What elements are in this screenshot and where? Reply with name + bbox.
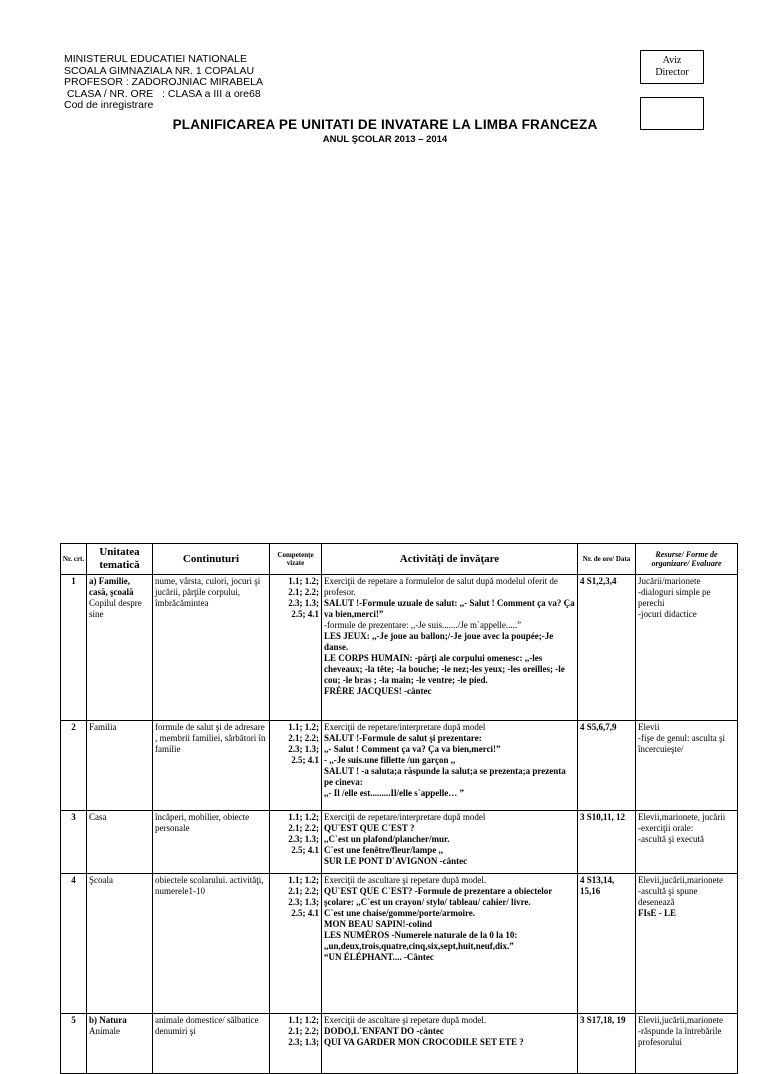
activity-line: ,,C`est un plafond/plancher/mur.: [324, 834, 450, 844]
header-hours: Nr. de ore/ Data: [578, 544, 636, 575]
row-unit: [87, 721, 153, 811]
institution-header: [64, 54, 263, 112]
unit-title: Copilul despre sine: [89, 598, 142, 619]
row-activities: [322, 721, 578, 811]
activity-line: FRÈRE JACQUES! -cântec: [324, 686, 432, 696]
row-activities: [322, 1014, 578, 1074]
resource-line: Elevii: [638, 722, 660, 732]
table-header-row: [61, 544, 738, 575]
header-line: PROFESOR : ZADOROJNIAC MIRABELA: [64, 76, 263, 89]
activity-line: ,,- Salut ! Comment ça va? Ça va bien,merci!”: [324, 744, 501, 754]
resource-line: Jucării/marionete: [638, 576, 701, 586]
activity-line: SALUT !-Formule uzuale de salut: ,,- Salut ! Comment ça va? Ça va bien,merci!”: [324, 598, 575, 619]
resource-line: -exerciţii orale:: [638, 823, 694, 833]
resource-line: -răspunde la întrebările profesorului: [638, 1026, 722, 1047]
unit-group-title: a) Familie, casă, şcoală: [89, 576, 134, 597]
activity-line: QU`EST QUE C`EST ?: [324, 823, 415, 833]
aviz-label: Aviz: [662, 55, 682, 66]
row-unit: [87, 811, 153, 874]
activity-line: Exerciţii de ascultare şi repetare după model.: [324, 875, 487, 885]
header-line: Cod de inregistrare: [64, 99, 154, 112]
header-content: Continuturi: [153, 544, 270, 575]
activity-line: C`est une fenêtre/fleur/lampe ,,: [324, 845, 444, 855]
activity-line: SALUT ! -a saluta;a răspunde la salut;a se prezenta;a prezenta pe cineva:: [324, 766, 566, 787]
director-label: Director: [655, 67, 689, 78]
table-row: [61, 575, 738, 721]
unit-title: Şcoala: [89, 875, 113, 885]
activity-line: Exerciţii de ascultare şi repetare după model.: [324, 1015, 487, 1025]
header-line: MINISTERUL EDUCATIEI NATIONALE: [64, 53, 247, 65]
row-content: încăperi, mobilier, obiecte personale: [153, 811, 270, 874]
row-competences: 1.1; 1.2; 2.1; 2.2; 2.3; 1.3;: [270, 1014, 322, 1074]
row-unit: [87, 1014, 153, 1074]
activity-line: - ,,-Je suis.une fillette /un garçon ,,: [324, 755, 456, 765]
resource-line: Elevii,marionete, jucării: [638, 812, 726, 822]
header-line: CLASA / NR. ORE : CLASA a III a ore68: [64, 87, 261, 100]
activity-line: -formule de prezentare: ,,-Je suis......./Je m`appelle.....”: [324, 620, 522, 630]
row-resources: [636, 575, 738, 721]
row-hours: 3 S10,11, 12: [578, 811, 636, 874]
row-nr: 1: [61, 575, 87, 721]
table-row: [61, 1014, 738, 1074]
activity-line: “UN ÉLÉPHANT.... -Cântec: [324, 952, 434, 962]
resource-line: -ascultă şi execută: [638, 834, 704, 844]
table-row: [61, 721, 738, 811]
row-hours: 3 S17,18, 19: [578, 1014, 636, 1074]
activity-line: QU`EST QUE C`EST? -Formule de prezentare a obiectelor şcolare: ,,C`est un crayon/ stylo/ tableau/ cahier/ livre.: [324, 886, 553, 907]
header-unit: Unitatea tematică: [87, 544, 153, 575]
header-line: SCOALA GIMNAZIALA NR. 1 COPALAU: [64, 64, 255, 77]
row-resources: [636, 1014, 738, 1074]
aviz-director-box: [640, 50, 704, 84]
header-nr: Nr. crt.: [61, 544, 87, 575]
row-activities: [322, 575, 578, 721]
unit-title: Familia: [89, 722, 117, 732]
resource-line: -jocuri didactice: [638, 609, 697, 619]
resource-line: Elevii,jucării,marionete: [638, 1015, 723, 1025]
resource-line: -dialoguri simple pe perechi: [638, 587, 711, 608]
row-competences: 1.1; 1.2; 2.1; 2.2; 2.3; 1.3; 2.5; 4.1: [270, 874, 322, 1014]
row-nr: 4: [61, 874, 87, 1014]
row-nr: 2: [61, 721, 87, 811]
document-title: PLANIFICAREA PE UNITATI DE INVATARE LA LIMBA FRANCEZA: [172, 117, 598, 132]
row-content: obiectele scolarului. activităţi, numerele1-10: [153, 874, 270, 1014]
row-resources: [636, 874, 738, 1014]
row-competences: 1.1; 1.2; 2.1; 2.2; 2.3; 1.3; 2.5; 4.1: [270, 575, 322, 721]
activity-line: QUI VA GARDER MON CROCODILE SET ETE ?: [324, 1037, 524, 1047]
resource-line: FIsE - LE: [638, 908, 677, 918]
activity-line: Exerciţii de repetare/interpretare după model: [324, 722, 486, 732]
row-content: formule de salut şi de adresare , membrii familiei, sărbători în familie: [153, 721, 270, 811]
unit-group-title: b) Natura: [89, 1015, 127, 1025]
row-unit: [87, 874, 153, 1014]
row-activities: [322, 874, 578, 1014]
unit-title: Casa: [89, 812, 107, 822]
unit-title: Animale: [89, 1026, 120, 1036]
row-competences: 1.1; 1.2; 2.1; 2.2; 2.3; 1.3; 2.5; 4.1: [270, 721, 322, 811]
activity-line: MON BEAU SAPIN!-colind: [324, 919, 433, 929]
planning-table: [60, 543, 738, 1074]
row-content: nume, vârsta, culori, jocuri şi jucării, părţile corpului, îmbrăcămintea: [153, 575, 270, 721]
row-hours: 4 S5,6,7,9: [578, 721, 636, 811]
resource-line: -fişe de genul: asculta şi încercuieşte/: [638, 733, 725, 754]
header-resources: Resurse/ Forme de organizare/ Evaluare: [636, 544, 738, 575]
activity-line: SUR LE PONT D`AVIGNON -cântec: [324, 856, 468, 866]
row-resources: [636, 721, 738, 811]
row-unit: [87, 575, 153, 721]
row-hours: 4 S1,2,3,4: [578, 575, 636, 721]
row-content: animale domestice/ sălbatice denumiri şi: [153, 1014, 270, 1074]
header-competences: Competenţe vizate: [270, 544, 322, 575]
table-row: [61, 811, 738, 874]
table-row: [61, 874, 738, 1014]
resource-line: -ascultă şi spune desenează: [638, 886, 698, 907]
row-activities: [322, 811, 578, 874]
activity-line: LE CORPS HUMAIN: -părţi ale corpului omenesc: ,,-les cheveaux; -la tête; -la bouche; -le nez;-les yeux; -les oreilles; -le cou; -le bras ; -la main; -le ventre; -le pied.: [324, 653, 565, 685]
activity-line: C`est une chaise/gomme/porte/armoire.: [324, 908, 476, 918]
row-competences: 1.1; 1.2; 2.1; 2.2; 2.3; 1.3; 2.5; 4.1: [270, 811, 322, 874]
activity-line: LES JEUX: ,,-Je joue au ballon;/-Je joue avec la poupée;-Je danse.: [324, 631, 554, 652]
activity-line: LES NUMÉROS -Numerele naturale de la 0 la 10: ,,un,deux,trois,quatre,cinq,six,sept,huit,neuf,dix.”: [324, 930, 518, 951]
row-hours: 4 S13,14, 15,16: [578, 874, 636, 1014]
row-nr: 5: [61, 1014, 87, 1074]
activity-line: Exerciţii de repetare a formulelor de salut după modelul oferit de profesor.: [324, 576, 558, 597]
activity-line: ,,- Il /elle est.........Il/elle s`appelle… ”: [324, 788, 464, 798]
row-resources: [636, 811, 738, 874]
row-nr: 3: [61, 811, 87, 874]
school-year: ANUL ŞCOLAR 2013 – 2014: [322, 134, 448, 145]
resource-line: Elevii,jucării,marionete: [638, 875, 723, 885]
activity-line: DODO,L`ENFANT DO -cântec: [324, 1026, 444, 1036]
header-activities: Activităţi de învăţare: [322, 544, 578, 575]
activity-line: Exerciţii de repetare/interpretare după model: [324, 812, 486, 822]
activity-line: SALUT !-Formule de salut şi prezentare:: [324, 733, 482, 743]
